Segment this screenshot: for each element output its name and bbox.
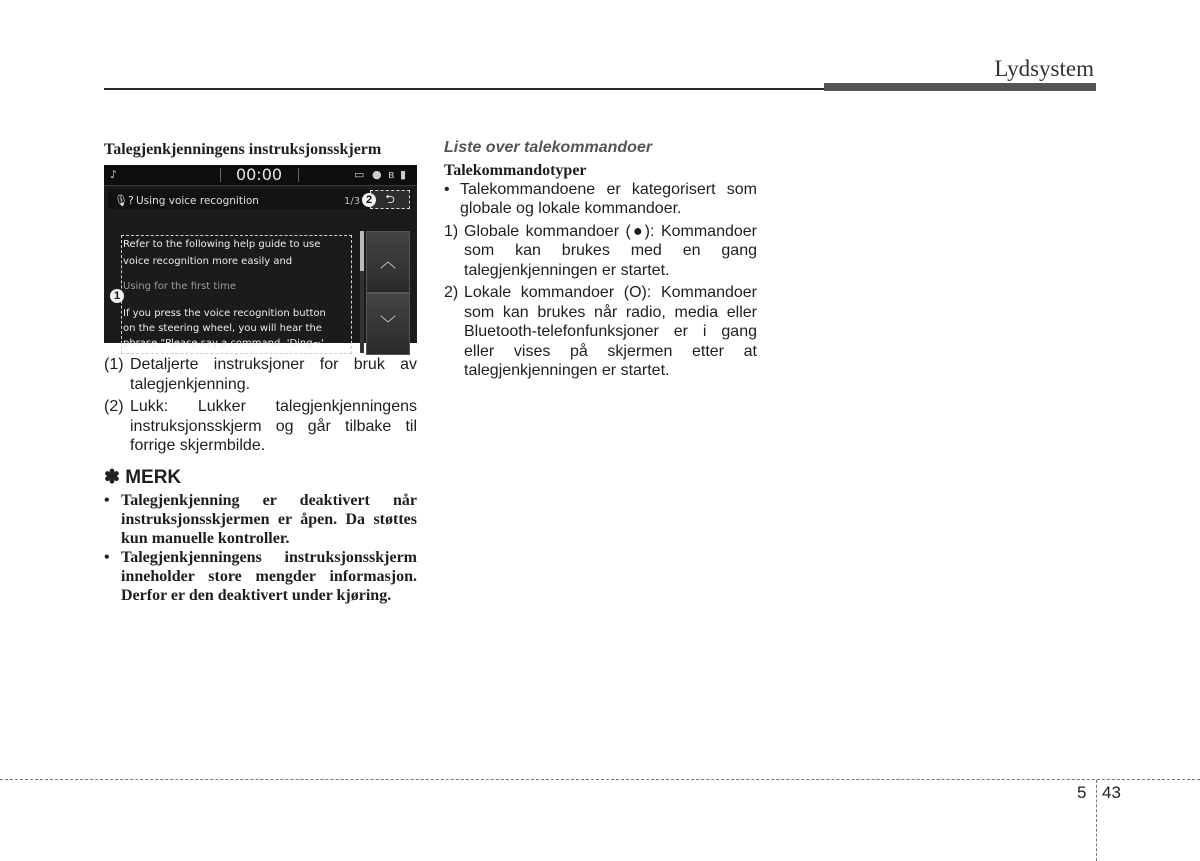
scroll-down-button[interactable]: ﹀ <box>366 293 410 355</box>
help-line: voice recognition more easily and <box>123 256 293 267</box>
callout-list <box>104 355 417 456</box>
chapter-title: Lydsystem <box>994 56 1094 81</box>
list-item <box>104 397 417 456</box>
command-type-list <box>444 180 757 381</box>
help-line: Using for the first time <box>123 281 237 292</box>
list-item <box>444 180 757 219</box>
help-line: phrase "Please say a command, 'Ding~'. <box>123 338 327 349</box>
back-button[interactable]: ⮌ <box>370 190 410 209</box>
callout-marker-1: 1 <box>110 289 124 303</box>
footer-divider <box>1096 780 1097 861</box>
bullet-mark: • <box>104 549 110 566</box>
callout-marker-2: 2 <box>362 193 376 207</box>
item-number: (2) <box>104 398 124 415</box>
mic-status-icon: ● <box>372 168 382 181</box>
screen-heading: Talegjenkjenningens instruksjonsskjerm <box>104 141 382 158</box>
status-separator <box>298 168 299 182</box>
note-list <box>104 491 417 605</box>
item-text: Detaljerte instruksjoner for bruk av talegjenkjenning. <box>130 356 417 393</box>
voice-help-screen <box>104 165 417 349</box>
header-rule-accent <box>824 83 1096 91</box>
page-indicator: 1/3 <box>344 196 361 207</box>
screen-title: Using voice recognition <box>136 195 259 207</box>
screen-clock: 00:00 <box>235 165 283 184</box>
item-number: 1) <box>444 222 459 240</box>
battery-icon: ▭ <box>354 168 365 181</box>
signal-icon: ▮ <box>400 168 407 181</box>
voice-wave-icon: ♪ <box>110 168 118 181</box>
list-item <box>444 222 757 281</box>
header-rule <box>104 88 824 90</box>
status-separator <box>220 168 221 182</box>
help-line: Refer to the following help guide to use <box>123 239 321 250</box>
item-number: 2) <box>444 284 459 301</box>
footer-rule <box>0 779 1200 780</box>
scroll-thumb[interactable] <box>360 231 364 271</box>
note-item <box>104 491 417 548</box>
item-text: Lokale kommandoer (O): Kommandoer som kan brukes når radio, media eller Bluetooth-telefonfunksjoner er i gang eller vises på skjermen etter at talegjenkjenningen er startet. <box>464 284 757 379</box>
bullet-mark: • <box>104 492 110 509</box>
bullet-mark: • <box>444 180 450 198</box>
bluetooth-icon: ʙ <box>388 168 395 181</box>
item-text: Lukk: Lukker talegjenkjenningens instruksjonsskjerm og går tilbake til forrige skjermbilde. <box>130 398 417 454</box>
help-line: on the steering wheel, you will hear the <box>123 323 322 334</box>
note-text: Talegjenkjenningens instruksjonsskjerm inneholder store mengder informasjon. Derfor er den deaktivert under kjøring. <box>121 549 417 604</box>
item-number: (1) <box>104 356 124 373</box>
left-column <box>104 140 417 605</box>
section-title: Liste over talekommandoer <box>444 139 653 156</box>
list-item <box>104 355 417 394</box>
note-item <box>104 548 417 605</box>
item-text: Talekommandoene er kategorisert som globale og lokale kommandoer. <box>460 180 757 217</box>
note-text: Talegjenkjenning er deaktivert når instruksjonsskjermen er åpen. Da støttes kun manuelle kontroller. <box>121 492 417 547</box>
help-line: If you press the voice recognition button <box>123 308 326 319</box>
subheading: Talekommandotyper <box>444 161 587 179</box>
section-number: 5 <box>1077 783 1087 802</box>
voice-help-icon: 🎙? <box>114 194 134 207</box>
scroll-up-button[interactable]: ︿ <box>366 231 410 293</box>
right-column <box>444 138 757 384</box>
note-heading: ✽ MERK <box>104 466 182 488</box>
page-number: 43 <box>1102 783 1121 802</box>
item-text: Globale kommandoer (●): Kommandoer som kan brukes med en gang talegjenkjenningen er startet. <box>464 222 757 279</box>
list-item <box>444 283 757 381</box>
